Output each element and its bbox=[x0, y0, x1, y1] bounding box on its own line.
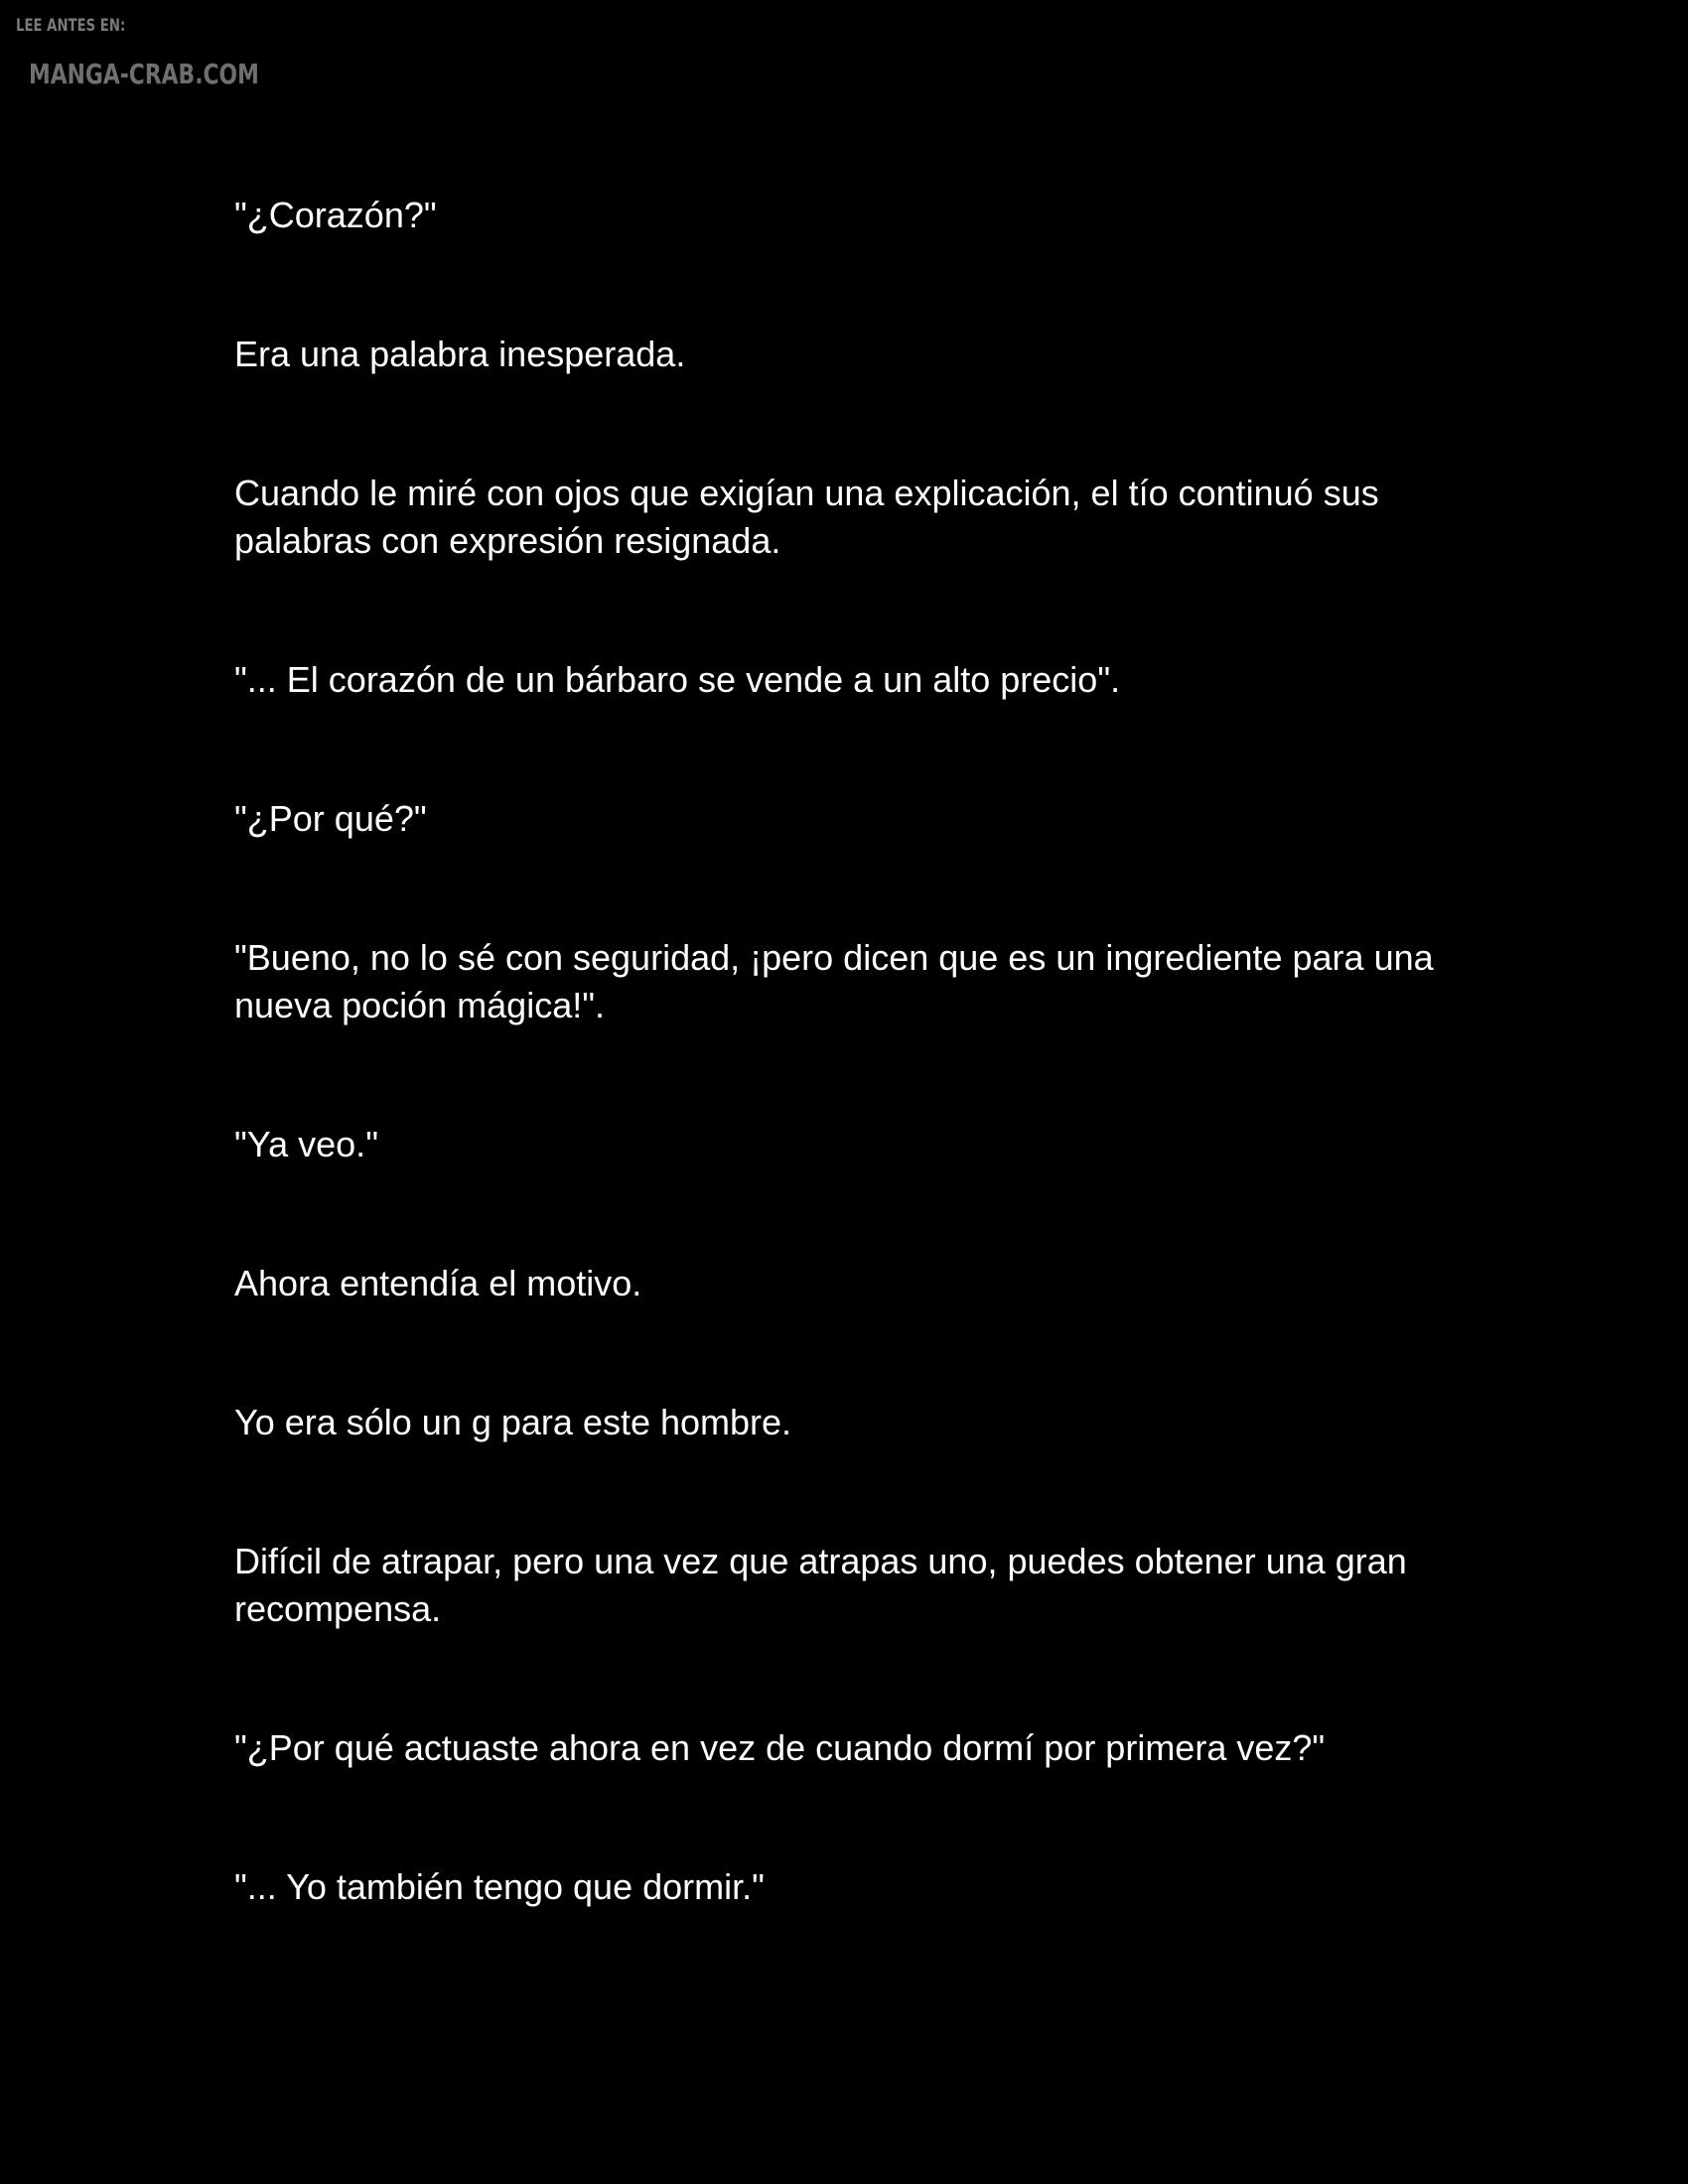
text-body bbox=[234, 192, 1466, 1911]
paragraph-7: "Ya veo." bbox=[234, 1124, 378, 1164]
paragraph-10: Difícil de atrapar, pero una vez que atrapas uno, puedes obtener una gran recompensa. bbox=[234, 1541, 1407, 1629]
paragraph-8: Ahora entendía el motivo. bbox=[234, 1263, 642, 1303]
paragraph-3: Cuando le miré con ojos que exigían una explicación, el tío continuó sus palabras con expresión resignada. bbox=[234, 473, 1379, 561]
watermark-read-first-label: LEE ANTES EN: bbox=[16, 16, 126, 36]
paragraph-1: "¿Corazón?" bbox=[234, 195, 437, 235]
paragraph-12: "... Yo también tengo que dormir." bbox=[234, 1866, 765, 1907]
paragraph-2: Era una palabra inesperada. bbox=[234, 334, 686, 374]
paragraph-9: Yo era sólo un g para este hombre. bbox=[234, 1402, 792, 1442]
paragraph-5: "¿Por qué?" bbox=[234, 798, 427, 839]
paragraph-4: "... El corazón de un bárbaro se vende a un alto precio". bbox=[234, 659, 1121, 700]
paragraph-11: "¿Por qué actuaste ahora en vez de cuando dormí por primera vez?" bbox=[234, 1727, 1326, 1768]
paragraph-6: "Bueno, no lo sé con seguridad, ¡pero dicen que es un ingrediente para una nueva poción mágica!". bbox=[234, 937, 1434, 1025]
watermark-site-name: MANGA-CRAB.COM bbox=[29, 58, 259, 90]
